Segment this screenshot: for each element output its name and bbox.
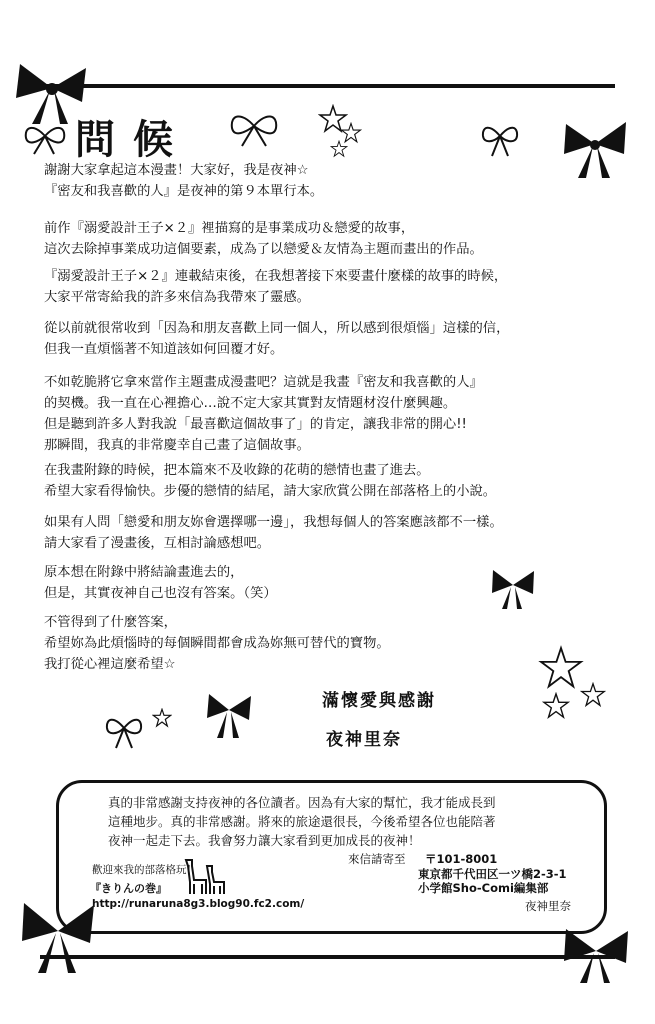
star-icon [542,692,570,720]
author-name: 夜神里奈 [525,899,571,913]
text-line: 希望大家看得愉快。步優的戀情的結尾，請大家欣賞公開在部落格上的小說。 [44,484,497,499]
text-line: 真的非常感謝支持夜神的各位讀者。因為有大家的幫忙，我才能成長到 [108,795,496,810]
paragraph [44,512,624,554]
star-icon [580,682,606,708]
text-line: 不如乾脆將它拿來當作主題畫成漫畫吧？這就是我畫『密友和我喜歡的人』 [44,375,483,390]
text-line: 這次去除掉事業成功這個要素，成為了以戀愛＆友情為主題而畫出的作品。 [44,242,483,257]
text-line: 夜神一起走下去。我會努力讓大家看到更加成長的夜神！ [108,833,421,848]
giraffe-icon [180,856,230,896]
blog-name: 『きりんの巻』 [90,882,167,895]
text-line: 我打從心裡這麼希望☆ [44,657,176,672]
text-line: 的契機。我一直在心裡擔心…說不定大家其實對友情題材沒什麼興趣。 [44,396,457,411]
star-icon [152,708,172,728]
text-line: 原本想在附錄中將結論畫進去的， [44,565,244,580]
text-line: 但我一直煩惱著不知道該如何回覆才好。 [44,342,284,357]
text-line: 那瞬間，我真的非常慶幸自己畫了這個故事。 [44,438,310,453]
text-line: 大家平常寄給我的許多來信為我帶來了靈感。 [44,290,310,305]
outline-bow-icon [478,122,522,158]
bow-icon [205,690,253,740]
blog-url[interactable]: http://runaruna8g3.blog90.fc2.com/ [92,898,305,910]
publisher-name: 小学館Sho-Comi編集部 [418,881,549,895]
thanks-message [108,793,496,850]
text-line: 不管得到了什麼答案， [44,615,177,630]
outline-bow-icon [102,714,146,750]
text-line: 如果有人問「戀愛和朋友妳會選擇哪一邊」，我想每個人的答案應該都不一樣。 [44,515,503,530]
paragraph [44,612,624,675]
star-icon [330,140,348,158]
bottom-rule [40,955,615,959]
text-line: 在我畫附錄的時候，把本篇來不及收錄的花萌的戀情也畫了進去。 [44,463,430,478]
outline-bow-icon [20,120,70,156]
text-line: 前作『溺愛設計王子×２』裡描寫的是事業成功＆戀愛的故事， [44,221,415,236]
paragraph [44,160,624,202]
text-line: 從以前就很常收到「因為和朋友喜歡上同一個人，所以感到很煩惱」這樣的信， [44,321,510,336]
text-line: 『密友和我喜歡的人』是夜神的第９本單行本。 [44,184,324,199]
text-line: 但是，其實夜神自己也沒有答案。（笑） [44,586,277,601]
paragraph [44,218,624,260]
outline-bow-icon [226,108,282,148]
top-rule [40,84,615,88]
text-line: 希望妳為此煩惱時的每個瞬間都會成為妳無可替代的寶物。 [44,636,390,651]
text-line: 『溺愛設計王子×２』連載結束後，在我想著接下來要畫什麼樣的故事的時候， [44,269,508,284]
bow-icon [560,925,632,985]
signature: 夜神里奈 [326,730,402,750]
text-line: 請大家看了漫畫後，互相討論感想吧。 [44,536,271,551]
mail-address: 東京都千代田区一ツ橋2-3-1 [418,867,567,881]
blog-welcome: 歡迎來我的部落格玩！ [92,864,197,876]
paragraph [44,562,624,604]
text-line: 但是聽到許多人對我說「最喜歡這個故事了」的肯定，讓我非常的開心!! [44,417,467,432]
closing-line: 滿懷愛與感謝 [322,691,436,711]
postal-code: 〒101-8001 [425,852,498,866]
page-title: 問候 [75,116,191,163]
paragraph [44,372,624,456]
paragraph [44,318,624,360]
paragraph [44,460,624,502]
text-line: 這種地步。真的非常感謝。將來的旅途還很長，今後希望各位也能陪著 [108,814,496,829]
paragraph [44,266,624,308]
text-line: 謝謝大家拿起這本漫畫！大家好，我是夜神☆ [44,163,309,178]
mail-label: 來信請寄至 [348,852,406,866]
